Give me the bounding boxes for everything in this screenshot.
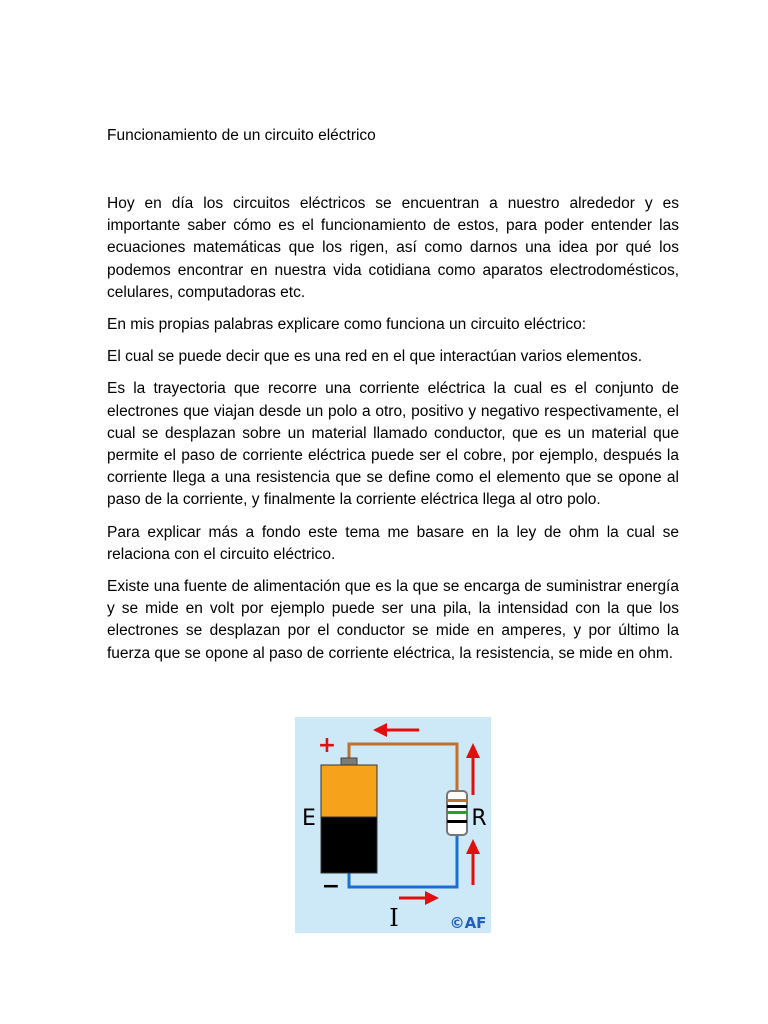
arrow-right-upper-icon — [466, 743, 480, 795]
current-label: I — [389, 904, 399, 932]
paragraph-power-source: Existe una fuente de alimentación que es la que se encarga de suministrar energía y se mide en volt por ejemplo puede ser una pila, la intensidad con la que los electrones se desplazan por el conductor se mide en amperes, y por último la fuerza que se opone al paso de corriente eléctrica, la resistencia, se mide en ohm. — [107, 578, 679, 662]
paragraph-trajectory: Es la trayectoria que recorre una corriente eléctrica la cual es el conjunto de electrones que viajan desde un polo a otro, positivo y negativo respectivamente, el cual se desplazan sobre un material llamado conductor, que es un material que permite el paso de corriente eléctrica puede ser el cobre, por ejemplo, después la corriente llega a una resistencia que se define como el elemento que se opone al paso de la corriente, y finalmente la corriente eléctrica llega al otro polo. — [107, 380, 679, 509]
resistor-label: R — [471, 806, 487, 831]
document-title: Funcionamiento de un circuito eléctrico — [107, 127, 376, 144]
battery-top — [321, 765, 377, 817]
arrow-bottom-icon — [399, 891, 439, 905]
circuit-diagram-svg — [295, 717, 491, 933]
resistor-band-3 — [447, 811, 467, 814]
paragraph-ohm-law: Para explicar más a fondo este tema me basare en la ley de ohm la cual se relaciona con el circuito eléctrico. — [107, 523, 679, 563]
plus-label: + — [317, 733, 337, 758]
resistor-band-4 — [447, 820, 467, 823]
credit-label: ©AF — [449, 914, 487, 932]
resistor-band-2 — [447, 805, 467, 808]
battery-terminal — [341, 758, 357, 765]
resistor-band-1 — [447, 799, 467, 802]
minus-label: − — [321, 874, 341, 899]
arrow-top-left-icon — [373, 723, 419, 737]
circuit-diagram — [295, 717, 491, 933]
arrow-right-lower-icon — [466, 839, 480, 885]
paragraph-intro: Hoy en día los circuitos eléctricos se encuentran a nuestro alrededor y es importante saber cómo es el funcionamiento de estos, para poder entender las ecuaciones matemáticas que los rigen, así como darnos una idea por qué los podemos encontrar en nuestra vida cotidiana como aparatos electrodomésticos, celulares, computadoras etc. — [107, 195, 679, 301]
voltage-label: E — [302, 806, 316, 831]
battery-bottom — [321, 817, 377, 873]
paragraph-network: El cual se puede decir que es una red en el que interactúan varios elementos. — [107, 348, 643, 366]
paragraph-own-words: En mis propias palabras explicare como funciona un circuito eléctrico: — [107, 316, 587, 334]
document-body — [107, 193, 679, 675]
